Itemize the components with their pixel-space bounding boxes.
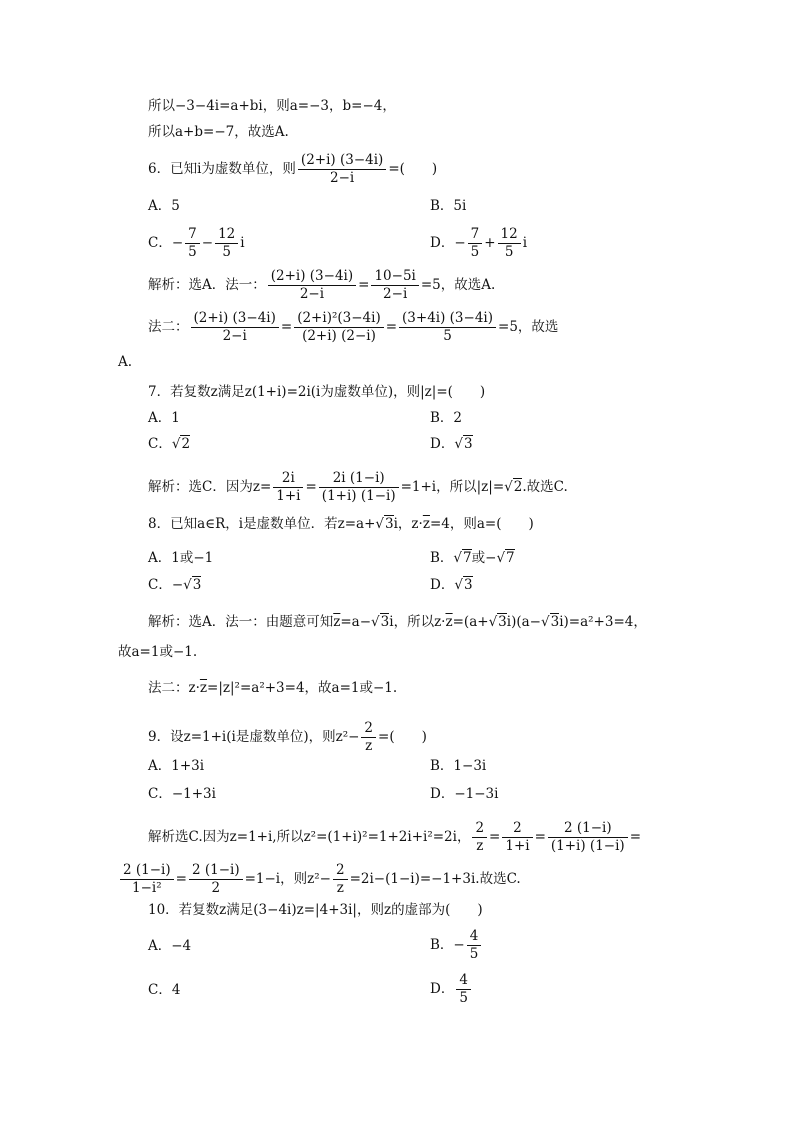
q9-sol1-f1d: z <box>476 838 484 854</box>
q7-c-lead: C． <box>148 436 172 452</box>
q6-solution-1 <box>148 268 495 303</box>
q8-option-a[interactable]: A．1或−1 <box>148 550 214 566</box>
q9-sol1-f3n: 2 (1−i) <box>548 820 628 838</box>
q6-sol1-frac2 <box>371 268 418 303</box>
q9-sol2-eq1: = <box>175 871 187 887</box>
q9-stem-end: =( ) <box>378 729 427 745</box>
q9-sol2-frac2 <box>189 862 243 897</box>
q8-solution-1: 解析：选A．法一：由题意可知$\overline{z}=a-√3i$，所以$z\cdot\overline{z}=(a+√3i)(a-√3i)=a^2+3=4$， <box>148 614 647 630</box>
q6-d-frac1 <box>468 226 483 261</box>
q6-sol2-frac2 <box>294 310 384 345</box>
q6-frac-den: 2−i <box>330 170 355 186</box>
q6-c-f2d: 5 <box>222 244 231 260</box>
q6-sol1-f1n: (2+i) (3−4i) <box>268 268 356 286</box>
q8-sol1-d: =(a+ <box>452 614 489 630</box>
q6-sol2-f3d: 5 <box>443 328 452 344</box>
q8-sol2-conj: $\overline{z}$ <box>199 680 208 696</box>
q6-c-f2n: 12 <box>215 226 238 244</box>
q8-option-b[interactable]: B．√7或−√7 <box>430 550 515 566</box>
q9-solution-2 <box>118 862 521 897</box>
q6-sol2-frac1 <box>191 310 279 345</box>
q8-stem-conjugate: $\overline{z}$ <box>422 516 430 532</box>
q9-sol2-text: =1−i，则z²− <box>244 871 331 887</box>
q6-sol2-f1n: (2+i) (3−4i) <box>191 310 279 328</box>
q10-b-lead: B．− <box>430 937 465 953</box>
q8-stem-text: 8．已知a∈R，i是虚数单位．若z=a+ <box>148 516 376 532</box>
q6-d-lead: D．− <box>430 235 466 251</box>
q9-sol2-f2d: 2 <box>211 880 221 896</box>
q6-solution-2 <box>148 310 558 345</box>
q6-sol2-end: =5，故选 <box>498 319 559 335</box>
q6-sol1-f1d: 2−i <box>299 286 325 302</box>
q6-d-mid: + <box>484 235 496 251</box>
q8-sol1-c: i，所以z· <box>389 614 446 630</box>
q9-sol2-frac3 <box>333 862 348 897</box>
q10-d-lead: D． <box>430 981 455 997</box>
q6-option-d[interactable] <box>430 226 527 261</box>
q9-sol1-eq1: = <box>489 829 501 845</box>
q9-option-b[interactable]: B．1−3i <box>430 758 487 774</box>
q8-c-lead: C．− <box>148 577 184 593</box>
q6-sol1-text: 解析：选A．法一： <box>148 277 266 293</box>
q8-sol2-end: =|z|²=a²+3=4，故a=1或−1. <box>207 680 398 696</box>
q6-sol2-eq1: = <box>280 319 293 335</box>
q8-sol1-radicand-2: 3 <box>498 614 507 630</box>
q8-b-radicand-1: 7 <box>463 550 472 566</box>
q6-c-mid: − <box>201 235 214 251</box>
q7-d-radicand: 3 <box>463 436 473 452</box>
q9-stem-text: 9．设z=1+i(i是虚数单位)，则z²− <box>148 729 360 745</box>
q10-option-a[interactable]: A．−4 <box>148 938 192 954</box>
q6-d-frac2 <box>498 226 521 261</box>
q6-sol2-eq2: = <box>385 319 398 335</box>
q6-sol2-frac3 <box>399 310 496 345</box>
q6-d-f1n: 7 <box>468 226 483 244</box>
q9-sol1-eq2: = <box>534 829 546 845</box>
q6-stem <box>148 152 437 187</box>
q10-b-fd: 5 <box>469 946 479 962</box>
q9-sol1-f1n: 2 <box>472 820 487 838</box>
q9-stem-fd: z <box>365 738 373 754</box>
q9-sol2-f3n: 2 <box>333 862 348 880</box>
q10-b-fn: 4 <box>467 928 482 946</box>
q6-d-f2d: 5 <box>504 244 514 260</box>
q8-stem-radicand: 3 <box>385 516 394 532</box>
q8-option-c[interactable]: C．−√3 <box>148 577 202 593</box>
q6-stem-text: 6．已知i为虚数单位，则 <box>148 161 296 177</box>
q7-sol-end: .故选C. <box>522 479 568 495</box>
q7-option-d[interactable]: D．√3 <box>430 436 473 452</box>
q9-sol1-eq3: = <box>629 829 641 845</box>
q8-b-mid: 或− <box>471 550 497 566</box>
q6-sol1-f2d: 2−i <box>383 286 408 302</box>
q8-b-radicand-2: 7 <box>506 550 515 566</box>
q9-sol1-frac1 <box>472 820 487 855</box>
q7-solution: 解析：选C．因为z= $\frac{2i}{1+i}$ = $\frac{2i (1-i)}{(1+i) (1-i)}$ =1+i，所以|z|=√2.故选C. <box>148 470 568 504</box>
q7-sol-f2d: (1+i) (1−i) <box>321 488 396 504</box>
q8-d-lead: D． <box>430 577 455 593</box>
q6-frac-num: (2+i) (3−4i) <box>298 152 386 170</box>
q6-sol2-f1d: 2−i <box>222 328 247 344</box>
q6-sol2-f3n: (3+4i) (3−4i) <box>399 310 496 328</box>
q7-c-radicand: 2 <box>181 436 191 452</box>
q8-sol1-radicand-1: 3 <box>380 614 390 630</box>
q6-d-f1d: 5 <box>470 244 480 260</box>
q9-stem-fn: 2 <box>361 720 376 738</box>
q8-sol1-e: i)(a− <box>506 614 541 630</box>
q9-sol1-text: 解析选C.因为z=1+i,所以z²=(1+i)²=1+2i+i²=2i， <box>148 829 471 845</box>
q10-d-fd: 5 <box>459 990 468 1006</box>
q10-d-fn: 4 <box>456 972 471 990</box>
q6-d-tail: i <box>522 235 528 251</box>
q7-sol-text: 解析：选C．因为z= <box>148 479 272 495</box>
q9-sol2-f1d: 1−i² <box>132 880 162 896</box>
q6-c-f1d: 5 <box>188 244 197 260</box>
q10-stem: 10．若复数z满足(3−4i)z=|4+3i|，则z的虚部为( ) <box>148 902 483 918</box>
q8-solution-2 <box>148 678 397 698</box>
q10-option-d[interactable] <box>430 972 473 1007</box>
q8-sol2-text: 法二：z· <box>148 680 200 696</box>
q6-sol2-text: 法二： <box>148 319 189 335</box>
q9-solution-1 <box>148 820 641 855</box>
q9-sol1-f3d: (1+i) (1−i) <box>550 838 625 854</box>
q5-line-2: 所以a+b=−7，故选A. <box>148 124 289 140</box>
q8-sol1-conj-2: $\overline{z}$ <box>445 614 453 630</box>
q6-d-f2n: 12 <box>498 226 521 244</box>
q8-sol1-f: i)=a²+3=4， <box>559 614 647 630</box>
q8-stem-end: =4，则a=( ) <box>429 516 534 532</box>
q7-stem: 7．若复数z满足z(1+i)=2i(i为虚数单位)，则|z|=( ) <box>148 384 486 400</box>
q7-sol-radicand: 2 <box>513 479 523 495</box>
q10-d-frac <box>456 972 471 1007</box>
q9-sol1-f2d: 1+i <box>505 838 530 854</box>
q6-option-b[interactable]: B．5i <box>430 198 467 214</box>
q8-option-d[interactable]: D．√3 <box>430 577 473 593</box>
q9-stem-frac <box>361 720 376 755</box>
q6-option-a[interactable]: A．5 <box>148 198 180 214</box>
q7-sol-eq: = <box>305 479 317 495</box>
q6-option-c[interactable] <box>148 226 245 261</box>
q9-sol2-end: =2i−(1−i)=−1+3i.故选C. <box>349 871 521 887</box>
q7-sol-f2n: 2i (1−i) <box>319 470 399 488</box>
q7-sol-f1n: 2i <box>273 470 303 488</box>
q8-sol1-b: =a− <box>340 614 372 630</box>
q9-sol1-f2n: 2 <box>502 820 532 838</box>
q10-option-b[interactable] <box>430 928 483 963</box>
q9-sol1-frac3 <box>548 820 628 855</box>
q10-b-frac <box>467 928 482 963</box>
q8-solution-1-cont: 故a=1或−1. <box>118 644 198 660</box>
q9-option-a[interactable]: A．1+3i <box>148 758 205 774</box>
q9-sol2-frac1 <box>120 862 174 897</box>
q6-c-frac2 <box>215 226 238 261</box>
q7-sol-f1d: 1+i <box>276 488 301 504</box>
q7-d-lead: D． <box>430 436 455 452</box>
q6-sol1-f2n: 10−5i <box>371 268 418 286</box>
q10-option-c[interactable]: C．4 <box>148 982 181 998</box>
q8-sol1-radicand-3: 3 <box>550 614 560 630</box>
q9-stem <box>148 720 427 755</box>
q9-sol2-f2n: 2 (1−i) <box>189 862 243 880</box>
q6-c-f1n: 7 <box>185 226 200 244</box>
q7-sol-mid: =1+i，所以|z|= <box>400 479 505 495</box>
q9-option-d[interactable]: D．−1−3i <box>430 786 499 802</box>
q7-option-b[interactable]: B．2 <box>430 410 463 426</box>
q7-sol-frac1 <box>273 470 303 505</box>
q6-sol2-f2n: (2+i)²(3−4i) <box>294 310 384 328</box>
q6-c-tail: i <box>240 235 245 251</box>
q9-option-c[interactable]: C．−1+3i <box>148 786 216 802</box>
q5-line-1: 所以−3−4i=a+bi，则a=−3，b=−4， <box>148 98 396 114</box>
q8-stem: 8．已知a∈R，i是虚数单位．若z=a+√3i，$z\cdot\overline{z}=4$，则a=( ) <box>148 516 534 532</box>
q8-c-radicand: 3 <box>192 577 202 593</box>
q6-solution-2-cont: A. <box>118 354 133 370</box>
q6-sol1-end: =5，故选A. <box>420 277 496 293</box>
q8-b-lead: B． <box>430 550 454 566</box>
q7-option-c[interactable]: C．√2 <box>148 436 191 452</box>
q6-c-lead: C．− <box>148 235 184 251</box>
q6-fraction <box>298 152 386 187</box>
q6-stem-bracket: =( ) <box>388 161 438 177</box>
q6-sol1-eq: = <box>358 277 370 293</box>
q8-sol1-text: 解析：选A．法一：由题意可知 <box>148 614 334 630</box>
q8-d-radicand: 3 <box>463 577 473 593</box>
q6-c-frac1 <box>185 226 200 261</box>
q8-sol1-conj-1: $\overline{z}$ <box>333 614 341 630</box>
q6-sol2-f2d: (2+i) (2−i) <box>302 328 376 344</box>
q7-option-a[interactable]: A．1 <box>148 410 180 426</box>
q8-stem-mid: i，z· <box>393 516 423 532</box>
q9-sol1-frac2 <box>502 820 532 855</box>
q6-sol1-frac1 <box>268 268 356 303</box>
q7-sol-frac2 <box>319 470 399 505</box>
q9-sol2-f3d: z <box>336 880 344 896</box>
q9-sol2-f1n: 2 (1−i) <box>120 862 174 880</box>
